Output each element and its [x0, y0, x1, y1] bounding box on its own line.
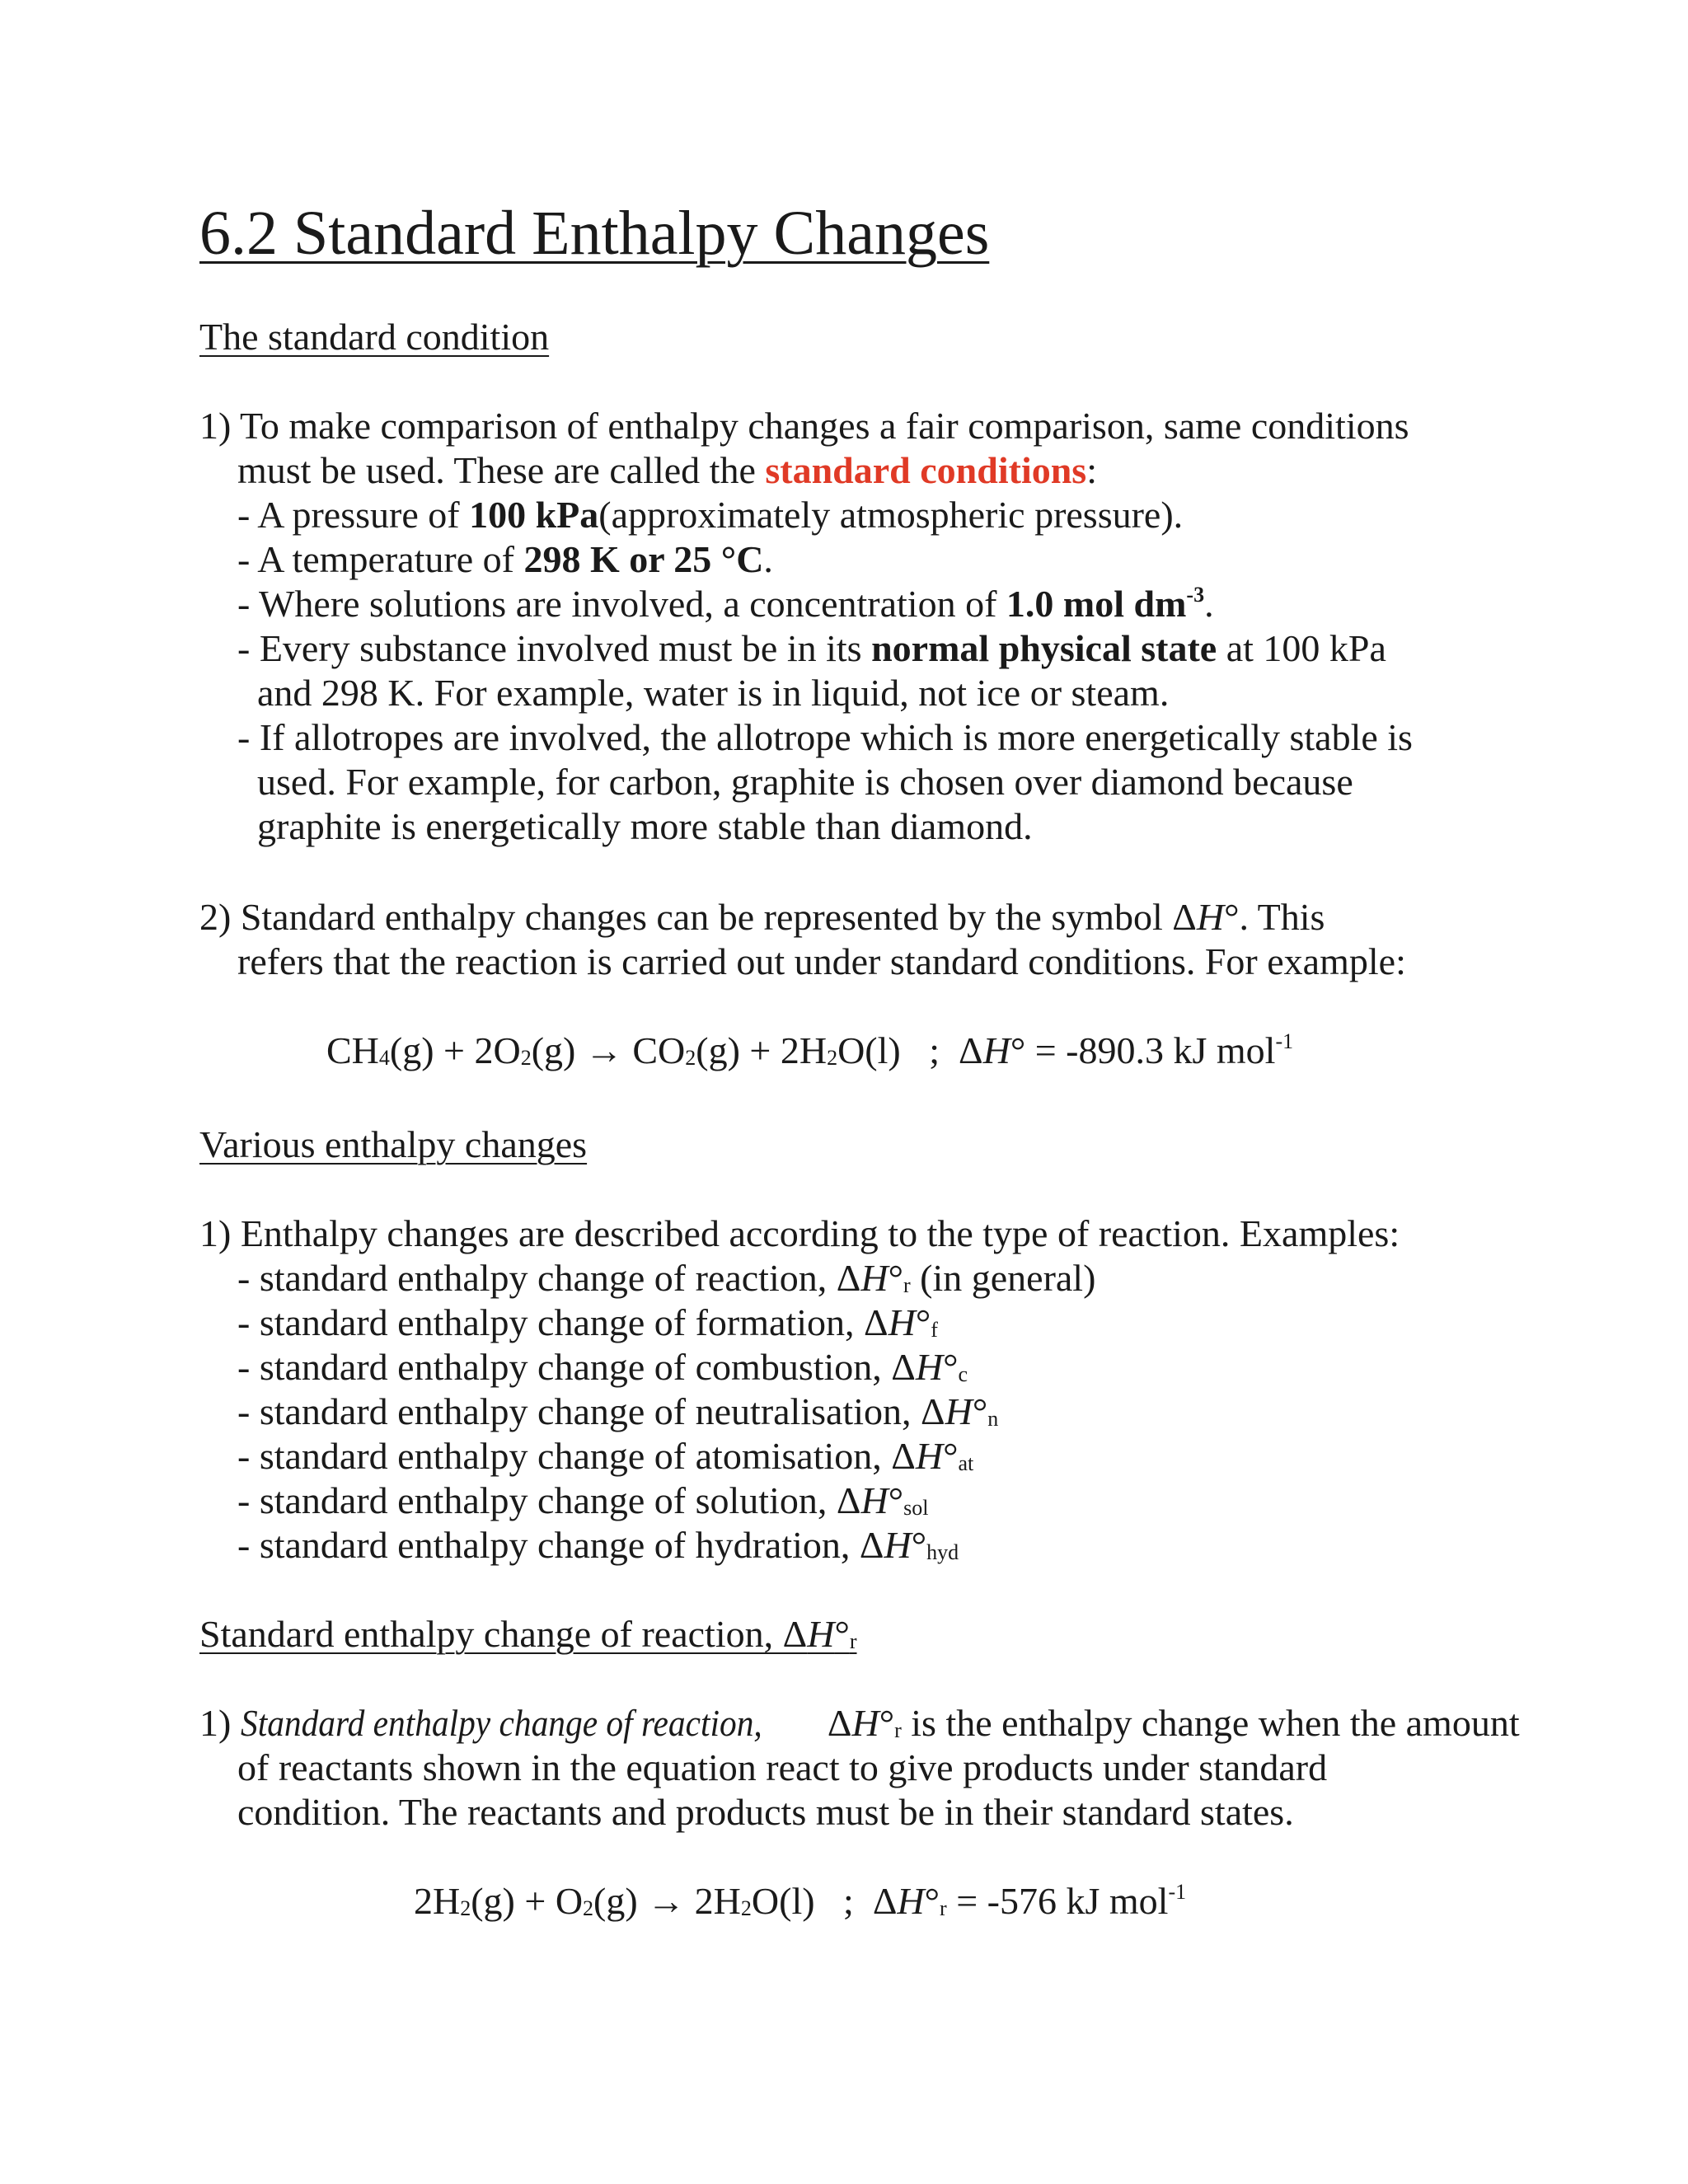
bullet-concentration: - Where solutions are involved, a concentration of 1.0 mol $dm^{-3}$.	[237, 583, 1214, 625]
list-item-reaction: - standard enthalpy change of reaction, ΔH°r (in general)	[237, 1257, 1096, 1299]
section-heading-various-enthalpy-changes: Various enthalpy changes	[199, 1123, 588, 1165]
point-2-line-1: 2) Standard enthalpy changes can be represented by the symbol ΔH°. This	[199, 896, 1325, 938]
definition-line-3: condition. The reactants and products must be in their standard states.	[237, 1791, 1294, 1833]
list-item-neutralisation: - standard enthalpy change of neutralisation, ΔH°n	[237, 1390, 999, 1432]
point-2-line-2: refers that the reaction is carried out under standard conditions. For example:	[237, 940, 1406, 982]
list-item-hydration: - standard enthalpy change of hydration, ΔH°hyd	[237, 1524, 959, 1566]
section-heading-standard-enthalpy-change-of-reaction: Standard enthalpy change of reaction, ΔH°r	[199, 1613, 857, 1655]
equation-methane-combustion: CH4(g) + 2O2(g) → CO2(g) + 2H2O(l) ; ΔH° = -890.3 kJ mol$^{-1}$	[326, 1029, 1294, 1071]
bullet-physical-state: - Every substance involved must be in its normal physical state at 100 kPa	[237, 627, 1386, 669]
bullet-physical-state-line-2: and 298 K. For example, water is in liquid, not ice or steam.	[257, 672, 1170, 714]
definition-line-2: of reactants shown in the equation react to give products under standard	[237, 1746, 1328, 1788]
list-item-combustion: - standard enthalpy change of combustion, ΔH°c	[237, 1346, 968, 1388]
bullet-allotropes-line-1: - If allotropes are involved, the allotrope which is more energetically stable is	[237, 716, 1413, 758]
definition-line-1: 1) Standard enthalpy change of reaction, ΔH°r is the enthalpy change when the amount	[199, 1702, 1520, 1744]
list-item-formation: - standard enthalpy change of formation, ΔH°f	[237, 1301, 938, 1343]
list-item-solution: - standard enthalpy change of solution, ΔH°sol	[237, 1479, 929, 1521]
point-1-line-2: must be used. These are called the standard conditions:	[237, 449, 1097, 491]
point-1-enthalpy-types-intro: 1) Enthalpy changes are described according to the type of reaction. Examples:	[199, 1212, 1400, 1254]
bullet-temperature: - A temperature of 298 K or 25 °C.	[237, 538, 773, 580]
definition-term: Standard enthalpy change of reaction,	[240, 1702, 762, 1744]
equation-hydrogen-combustion: 2H2(g) + O2(g) → 2H2O(l) ; ΔH°r = -576 kJ mol$^{-1}$	[414, 1880, 1187, 1922]
section-heading-standard-condition: The standard condition	[199, 316, 550, 358]
bullet-allotropes-line-2: used. For example, for carbon, graphite is chosen over diamond because	[257, 761, 1353, 803]
list-item-atomisation: - standard enthalpy change of atomisation, ΔH°at	[237, 1435, 974, 1477]
bullet-pressure: - A pressure of 100 kPa(approximately atmospheric pressure).	[237, 494, 1184, 536]
point-1-line-1: 1) To make comparison of enthalpy changes a fair comparison, same conditions	[199, 405, 1409, 447]
page-title: 6.2 Standard Enthalpy Changes	[199, 199, 990, 268]
standard-conditions-highlight: standard conditions	[765, 449, 1087, 491]
bullet-allotropes-line-3: graphite is energetically more stable than diamond.	[257, 805, 1033, 847]
